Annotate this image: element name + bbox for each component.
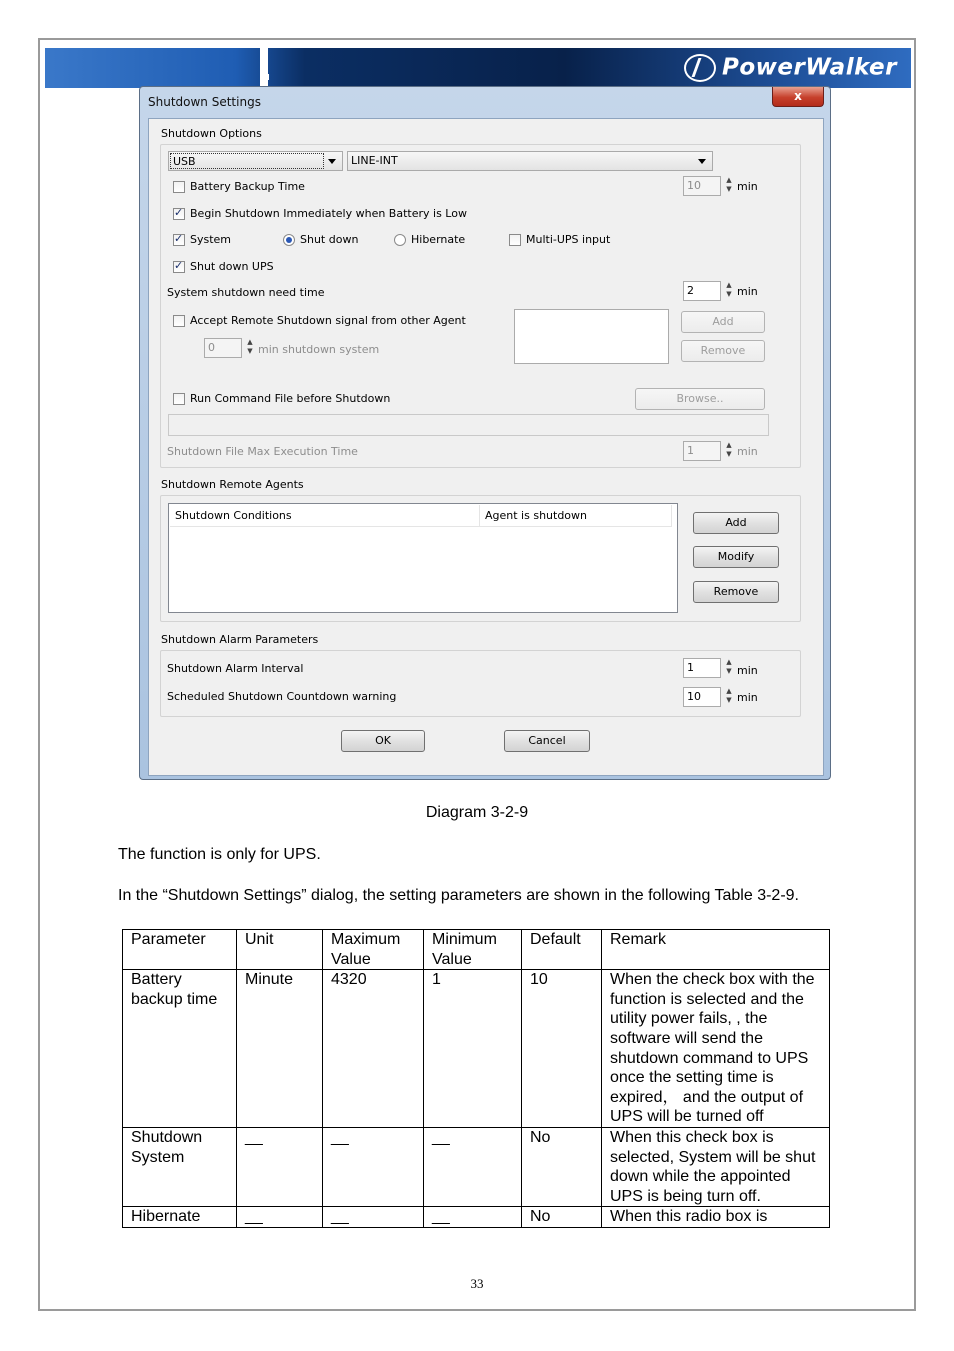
system-checkbox[interactable]: [173, 234, 185, 246]
alarm-group-label: Shutdown Alarm Parameters: [161, 633, 319, 646]
min-unit: min: [737, 445, 758, 458]
chevron-down-icon: [698, 159, 706, 164]
table-header-cell: Minimum Value: [424, 930, 522, 970]
table-cell: Shutdown System: [123, 1127, 237, 1206]
table-header-cell: Remark: [602, 930, 830, 970]
shutdown-radio[interactable]: [283, 234, 295, 246]
system-label: System: [190, 233, 232, 246]
remote-agent-list[interactable]: [514, 309, 669, 364]
remote-remove-button[interactable]: Remove: [681, 340, 765, 362]
ups-type-select[interactable]: [347, 151, 713, 171]
diagram-caption: Diagram 3-2-9: [425, 804, 529, 821]
shutdown-ups-checkbox[interactable]: [173, 261, 185, 273]
options-group-label: Shutdown Options: [161, 127, 262, 140]
table-cell: __: [323, 1207, 424, 1228]
power-logo-icon: [684, 54, 716, 82]
spinner-arrows-icon[interactable]: ▲ ▼: [726, 281, 732, 298]
table-cell: When this check box is selected, System will be shut down while the appointed UPS is being turn off.: [602, 1127, 830, 1206]
table-row: [123, 1127, 830, 1206]
remote-signal-checkbox[interactable]: [173, 315, 185, 327]
col-conditions-header[interactable]: Shutdown Conditions: [170, 505, 480, 527]
remote-signal-label: Accept Remote Shutdown signal from other Agent: [190, 314, 466, 327]
table-cell: __: [424, 1127, 522, 1206]
begin-low-label: Begin Shutdown Immediately when Battery is Low: [190, 207, 467, 220]
countdown-input[interactable]: 10: [683, 687, 721, 707]
run-command-label: Run Command File before Shutdown: [190, 392, 391, 405]
battery-backup-label: Battery Backup Time: [190, 180, 305, 193]
table-header-cell: Parameter: [123, 930, 237, 970]
table-cell: 4320: [323, 970, 424, 1128]
remote-add-button[interactable]: Add: [681, 311, 765, 333]
countdown-label: Scheduled Shutdown Countdown warning: [167, 690, 397, 703]
table-cell: When this radio box is: [602, 1207, 830, 1228]
ups-type-value: LINE-INT: [351, 154, 398, 167]
banner-notch-mark: [263, 74, 269, 80]
battery-backup-checkbox[interactable]: [173, 181, 185, 193]
run-command-checkbox[interactable]: [173, 393, 185, 405]
cancel-button[interactable]: Cancel: [504, 730, 590, 752]
min-unit: min: [737, 664, 758, 677]
remote-min-label: min shutdown system: [258, 343, 380, 356]
table-cell: __: [424, 1207, 522, 1228]
table-cell: Battery backup time: [123, 970, 237, 1128]
paragraph-intro: In the “Shutdown Settings” dialog, the setting parameters are shown in the following Table 3-2-9.: [118, 887, 799, 904]
port-select-value: USB: [170, 153, 324, 169]
battery-backup-input[interactable]: 10: [683, 176, 721, 196]
spinner-arrows-icon[interactable]: ▲ ▼: [726, 441, 732, 458]
col-agent-header[interactable]: Agent is shutdown: [480, 505, 672, 527]
agent-remove-button[interactable]: Remove: [693, 581, 779, 603]
close-button[interactable]: x: [772, 87, 824, 107]
table-cell: No: [522, 1127, 602, 1206]
page-number: 33: [470, 1276, 484, 1291]
table-header-cell: Unit: [237, 930, 323, 970]
agents-group-label: Shutdown Remote Agents: [161, 478, 304, 491]
spinner-arrows-icon[interactable]: ▲ ▼: [247, 338, 253, 355]
hibernate-radio-label: Hibernate: [411, 233, 466, 246]
brand-logo-text: PowerWalker: [722, 54, 897, 81]
dialog-client: [148, 118, 824, 776]
table-cell: Hibernate: [123, 1207, 237, 1228]
multi-ups-label: Multi-UPS input: [526, 233, 611, 246]
hibernate-radio[interactable]: [394, 234, 406, 246]
browse-button[interactable]: Browse..: [635, 388, 765, 410]
paragraph-note: The function is only for UPS.: [118, 846, 321, 863]
banner-notch: [260, 48, 268, 88]
table-header-cell: Default: [522, 930, 602, 970]
table-cell: When the check box with the function is selected and the utility power fails, , the software will send the shutdown command to UPS once the setting time is expired， and the output of UPS will be turned off: [602, 970, 830, 1128]
spinner-arrows-icon[interactable]: ▲ ▼: [726, 176, 732, 193]
table-cell: No: [522, 1207, 602, 1228]
table-header-row: [123, 930, 830, 970]
ok-button[interactable]: OK: [341, 730, 425, 752]
min-unit: min: [737, 285, 758, 298]
table-cell: 10: [522, 970, 602, 1128]
agent-modify-button[interactable]: Modify: [693, 546, 779, 568]
remote-min-input[interactable]: 0: [204, 338, 242, 358]
table-row: [123, 1207, 830, 1228]
shutdown-radio-label: Shut down: [300, 233, 359, 246]
multi-ups-checkbox[interactable]: [509, 234, 521, 246]
table-header-cell: Maximum Value: [323, 930, 424, 970]
spinner-arrows-icon[interactable]: ▲ ▼: [726, 687, 732, 704]
min-unit: min: [737, 180, 758, 193]
table-cell: 1: [424, 970, 522, 1128]
min-unit: min: [737, 691, 758, 704]
agent-add-button[interactable]: Add: [693, 512, 779, 534]
alarm-interval-label: Shutdown Alarm Interval: [167, 662, 304, 675]
need-time-input[interactable]: 2: [683, 281, 721, 301]
table-cell: Minute: [237, 970, 323, 1128]
exec-time-input[interactable]: 1: [683, 441, 721, 461]
exec-time-label: Shutdown File Max Execution Time: [167, 445, 358, 458]
command-file-path[interactable]: [168, 414, 769, 436]
table-cell: __: [237, 1207, 323, 1228]
table-row: [123, 970, 830, 1128]
shutdown-ups-label: Shut down UPS: [190, 260, 274, 273]
parameters-table: [122, 929, 830, 1228]
alarm-interval-input[interactable]: 1: [683, 658, 721, 678]
dialog-title: Shutdown Settings: [148, 95, 261, 109]
chevron-down-icon: [328, 159, 336, 164]
need-time-label: System shutdown need time: [167, 286, 325, 299]
begin-low-checkbox[interactable]: [173, 208, 185, 220]
spinner-arrows-icon[interactable]: ▲ ▼: [726, 658, 732, 675]
table-cell: __: [323, 1127, 424, 1206]
agents-table[interactable]: [168, 503, 678, 613]
shutdown-settings-dialog: [139, 86, 831, 780]
brand-logo: [684, 54, 897, 82]
header-banner: [45, 48, 911, 88]
table-cell: __: [237, 1127, 323, 1206]
port-select[interactable]: [168, 151, 343, 171]
